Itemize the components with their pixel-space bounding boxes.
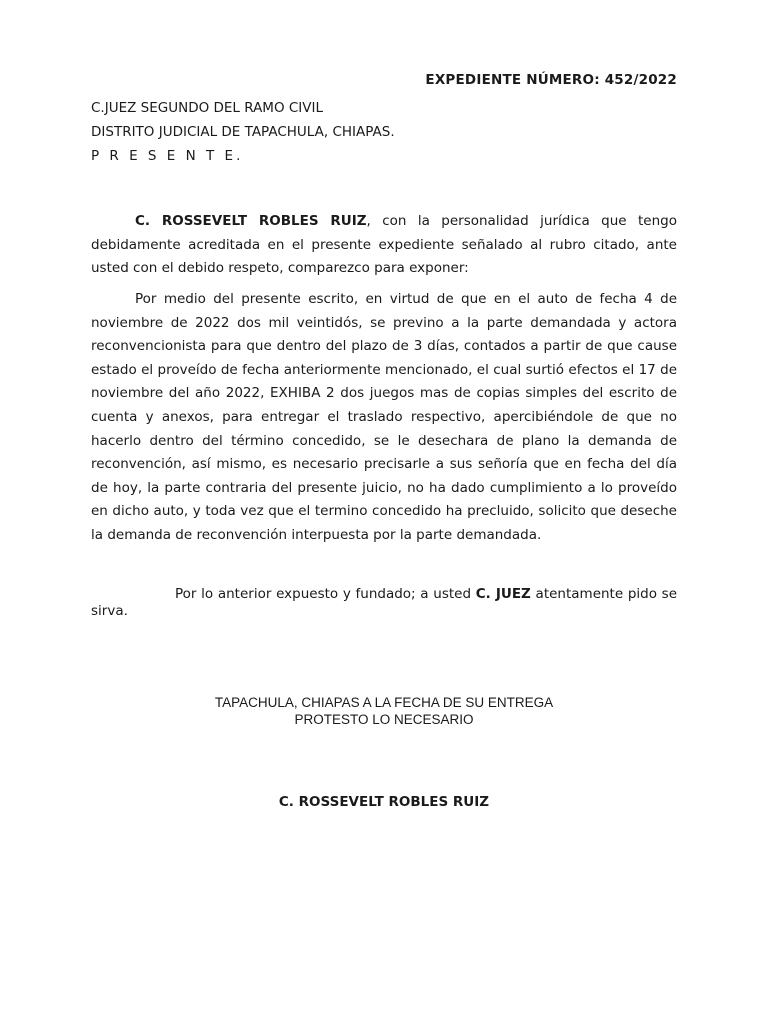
addressee-judge: C.JUEZ SEGUNDO DEL RAMO CIVIL — [91, 100, 324, 116]
addressee-district: DISTRITO JUDICIAL DE TAPACHULA, CHIAPAS. — [91, 124, 395, 140]
closing-text-before: Por lo anterior expuesto y fundado; a usted — [175, 586, 476, 602]
signoff-block — [91, 694, 677, 728]
closing-text-after: atentamente pido se sirva. — [91, 586, 678, 619]
intro-text: , con la personalidad jurídica que tengo debidamente acreditada en el presente expediente señalado al rubro citado, ante usted con el debido respeto, comparezco para exponer: — [91, 213, 677, 277]
intro-paragraph — [91, 210, 677, 281]
addressee-presente: P R E S E N T E. — [91, 148, 244, 164]
signer-name: C. ROSSEVELT ROBLES RUIZ — [278, 794, 490, 810]
body-paragraph: Por medio del presente escrito, en virtud de que en el auto de fecha 4 de noviembre de 2022 dos mil veintidós, se previno a la parte demandada y actora reconvencionista para que dentro del plazo de 3 días, contados a partir de que cause estado el proveído de fecha anteriormente mencionado, el cual surtió efectos el 17 de noviembre del año 2022, EXHIBA 2 dos juegos mas de copias simples del escrito de cuenta y anexos, para entregar el traslado respectivo, apercibiéndole de que no hacerlo dentro del término concedido, se le desechara de plano la demanda de reconvención, así mismo, es necesario precisarle a sus señoría que en fecha del día de hoy, la parte contraria del presente juicio, no ha dado cumplimiento a lo proveído en dicho auto, y toda vez que el termino concedido ha precluido, solicito que deseche la demanda de reconvención interpuesta por la parte demandada. — [91, 291, 677, 543]
signoff-place: TAPACHULA, CHIAPAS A LA FECHA DE SU ENTREGA — [214, 695, 554, 710]
signoff-protest: PROTESTO LO NECESARIO — [294, 712, 474, 727]
petitioner-name: C. ROSSEVELT ROBLES RUIZ — [135, 213, 367, 229]
closing-paragraph — [91, 586, 677, 620]
case-number: EXPEDIENTE NÚMERO: 452/2022 — [425, 72, 677, 88]
closing-judge: C. JUEZ — [475, 586, 531, 602]
addressee-block — [91, 96, 395, 168]
